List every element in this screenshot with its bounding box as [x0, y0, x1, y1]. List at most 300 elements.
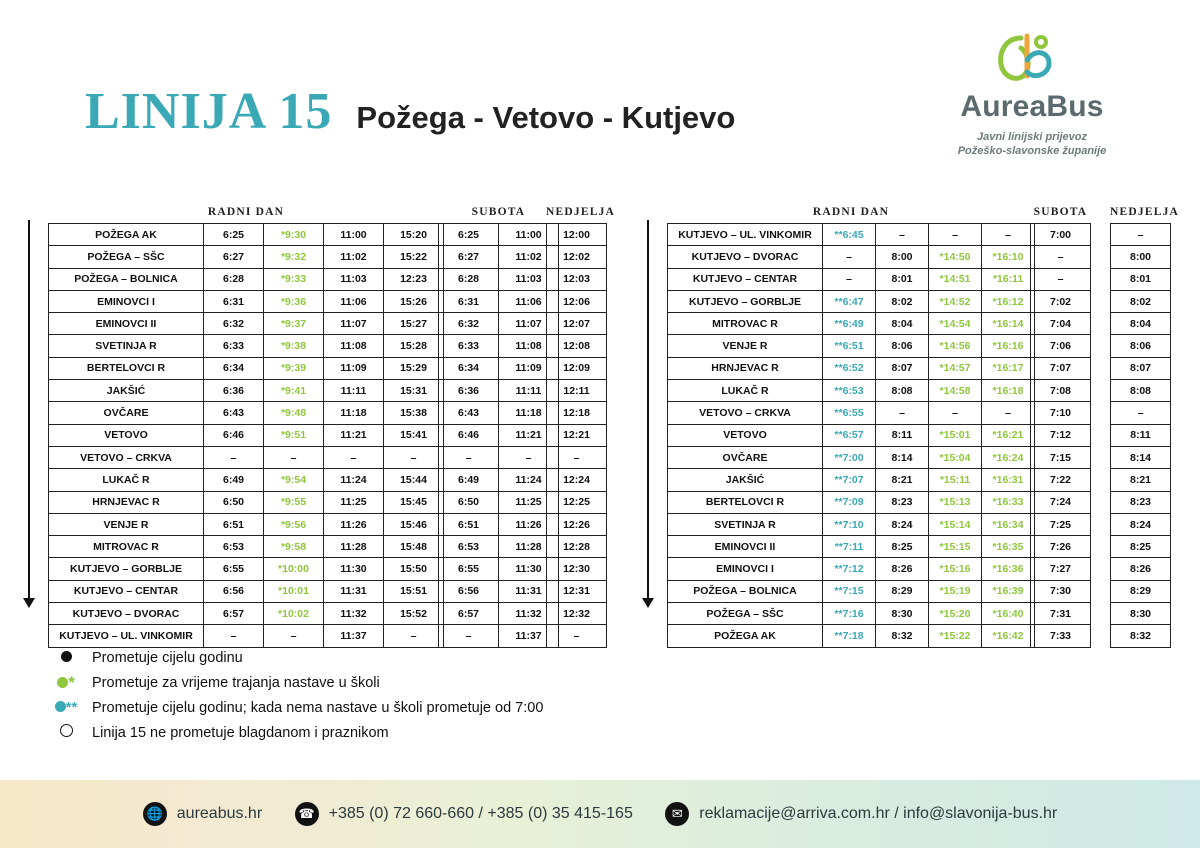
- table-row: [668, 536, 1035, 558]
- table-row: [439, 268, 559, 290]
- departure-time-cell: *15:04: [929, 446, 982, 468]
- left-radni-dan-table: [48, 223, 444, 648]
- departure-time-cell: 15:27: [384, 313, 444, 335]
- departure-time-cell: *16:24: [982, 446, 1035, 468]
- stop-name-cell: EMINOVCI II: [49, 313, 204, 335]
- departure-time-cell: –: [1031, 246, 1091, 268]
- departure-time-cell: 6:34: [439, 357, 499, 379]
- departure-time-cell: 6:43: [439, 402, 499, 424]
- departure-time-cell: 11:08: [324, 335, 384, 357]
- departure-time-cell: 8:26: [876, 558, 929, 580]
- legend: [40, 645, 543, 745]
- departure-time-cell: 11:00: [324, 224, 384, 246]
- table-row: [668, 491, 1035, 513]
- departure-time-cell: 6:32: [204, 313, 264, 335]
- table-row: [439, 357, 559, 379]
- table-row: [1111, 246, 1171, 268]
- table-row: [547, 313, 607, 335]
- departure-time-cell: 8:24: [1111, 513, 1171, 535]
- table-row: [439, 313, 559, 335]
- table-row: [439, 469, 559, 491]
- stop-name-cell: SVETINJA R: [49, 335, 204, 357]
- left-nedjelja-title: NEDJELJA: [546, 206, 616, 218]
- table-row: [1111, 268, 1171, 290]
- departure-time-cell: *16:42: [982, 625, 1035, 647]
- table-row: [49, 402, 444, 424]
- departure-time-cell: 11:00: [499, 224, 559, 246]
- email-contact[interactable]: [665, 802, 1057, 826]
- departure-time-cell: 11:30: [324, 558, 384, 580]
- right-radni-dan-title: RADNI DAN: [812, 206, 890, 218]
- table-row: [668, 625, 1035, 647]
- departure-time-cell: 7:07: [1031, 357, 1091, 379]
- route-subtitle: Požega - Vetovo - Kutjevo: [356, 100, 736, 135]
- departure-time-cell: 15:26: [384, 290, 444, 312]
- departure-time-cell: 8:23: [876, 491, 929, 513]
- table-row: [439, 558, 559, 580]
- departure-time-cell: 12:28: [547, 536, 607, 558]
- stop-name-cell: VENJE R: [49, 513, 204, 535]
- departure-time-cell: 11:09: [324, 357, 384, 379]
- departure-time-cell: –: [1111, 224, 1171, 246]
- departure-time-cell: 15:51: [384, 580, 444, 602]
- table-row: [547, 335, 607, 357]
- departure-time-cell: *9:32: [264, 246, 324, 268]
- stop-name-cell: OVČARE: [49, 402, 204, 424]
- departure-time-cell: 15:46: [384, 513, 444, 535]
- departure-time-cell: –: [547, 625, 607, 647]
- departure-time-cell: **7:09: [823, 491, 876, 513]
- table-row: [439, 491, 559, 513]
- departure-time-cell: 8:08: [876, 380, 929, 402]
- table-row: [49, 491, 444, 513]
- departure-time-cell: *14:51: [929, 268, 982, 290]
- stop-name-cell: EMINOVCI II: [668, 536, 823, 558]
- website-contact[interactable]: [143, 802, 262, 826]
- departure-time-cell: 6:51: [204, 513, 264, 535]
- departure-time-cell: 6:32: [439, 313, 499, 335]
- departure-time-cell: 12:08: [547, 335, 607, 357]
- table-row: [49, 224, 444, 246]
- table-row: [439, 380, 559, 402]
- departure-time-cell: –: [384, 625, 444, 647]
- table-row: [547, 268, 607, 290]
- departure-time-cell: 6:31: [439, 290, 499, 312]
- departure-time-cell: 8:32: [876, 625, 929, 647]
- table-row: [49, 536, 444, 558]
- departure-time-cell: *16:39: [982, 580, 1035, 602]
- departure-time-cell: 8:07: [1111, 357, 1171, 379]
- departure-time-cell: *9:37: [264, 313, 324, 335]
- departure-time-cell: 11:30: [499, 558, 559, 580]
- departure-time-cell: 11:03: [324, 268, 384, 290]
- departure-time-cell: 15:50: [384, 558, 444, 580]
- table-row: [547, 513, 607, 535]
- departure-time-cell: 12:18: [547, 402, 607, 424]
- table-row: [49, 580, 444, 602]
- departure-time-cell: 11:31: [324, 580, 384, 602]
- table-row: [439, 335, 559, 357]
- table-row: [49, 268, 444, 290]
- departure-time-cell: 12:00: [547, 224, 607, 246]
- table-row: [1111, 580, 1171, 602]
- departure-time-cell: 6:34: [204, 357, 264, 379]
- table-row: [668, 513, 1035, 535]
- departure-time-cell: *10:02: [264, 603, 324, 625]
- departure-time-cell: 7:25: [1031, 513, 1091, 535]
- departure-time-cell: *16:16: [982, 335, 1035, 357]
- departure-time-cell: **6:49: [823, 313, 876, 335]
- page-title: LINIJA 15: [85, 83, 333, 140]
- table-row: [668, 268, 1035, 290]
- legend-text: Prometuje cijelu godinu; kada nema nastave u školi prometuje od 7:00: [92, 699, 544, 716]
- departure-time-cell: 11:32: [499, 603, 559, 625]
- table-row: [49, 335, 444, 357]
- departure-time-cell: 8:00: [876, 246, 929, 268]
- departure-time-cell: *16:12: [982, 290, 1035, 312]
- departure-time-cell: 12:25: [547, 491, 607, 513]
- table-row: [668, 558, 1035, 580]
- stop-name-cell: KUTJEVO – UL. VINKOMIR: [668, 224, 823, 246]
- departure-time-cell: 12:07: [547, 313, 607, 335]
- departure-time-cell: 8:26: [1111, 558, 1171, 580]
- departure-time-cell: 12:06: [547, 290, 607, 312]
- table-row: [668, 357, 1035, 379]
- table-row: [439, 224, 559, 246]
- departure-time-cell: 8:23: [1111, 491, 1171, 513]
- departure-time-cell: –: [876, 224, 929, 246]
- departure-time-cell: 12:31: [547, 580, 607, 602]
- stop-name-cell: KUTJEVO – CENTAR: [668, 268, 823, 290]
- footer-separator: [276, 805, 280, 823]
- departure-time-cell: –: [929, 402, 982, 424]
- departure-time-cell: 6:25: [439, 224, 499, 246]
- departure-time-cell: 11:25: [324, 491, 384, 513]
- stop-name-cell: POŽEGA – BOLNICA: [49, 268, 204, 290]
- stop-name-cell: KUTJEVO – UL. VINKOMIR: [49, 625, 204, 647]
- departure-time-cell: 6:53: [204, 536, 264, 558]
- stop-name-cell: POŽEGA – SŠC: [668, 603, 823, 625]
- departure-time-cell: 6:50: [439, 491, 499, 513]
- website-text: aureabus.hr: [176, 805, 263, 822]
- departure-time-cell: *15:20: [929, 603, 982, 625]
- departure-time-cell: 6:46: [204, 424, 264, 446]
- right-radni-dan-table: [667, 223, 1035, 648]
- departure-time-cell: 7:06: [1031, 335, 1091, 357]
- departure-time-cell: *16:14: [982, 313, 1035, 335]
- departure-time-cell: 6:27: [439, 246, 499, 268]
- departure-time-cell: 8:08: [1111, 380, 1171, 402]
- table-row: [668, 313, 1035, 335]
- stop-name-cell: MITROVAC R: [49, 536, 204, 558]
- departure-time-cell: 12:02: [547, 246, 607, 268]
- departure-time-cell: 6:57: [439, 603, 499, 625]
- right-subota-group: [1030, 206, 1091, 648]
- table-row: [547, 402, 607, 424]
- departure-time-cell: **6:52: [823, 357, 876, 379]
- table-row: [547, 469, 607, 491]
- departure-time-cell: 6:49: [204, 469, 264, 491]
- departure-time-cell: 6:57: [204, 603, 264, 625]
- departure-time-cell: 6:46: [439, 424, 499, 446]
- departure-time-cell: 11:26: [324, 513, 384, 535]
- departure-time-cell: *9:48: [264, 402, 324, 424]
- stop-name-cell: KUTJEVO – DVORAC: [49, 603, 204, 625]
- departure-time-cell: *15:11: [929, 469, 982, 491]
- departure-time-cell: 7:26: [1031, 536, 1091, 558]
- title-block: [85, 82, 735, 141]
- stop-name-cell: VETOVO: [668, 424, 823, 446]
- departure-time-cell: 6:27: [204, 246, 264, 268]
- departure-time-cell: –: [499, 446, 559, 468]
- departure-time-cell: –: [982, 402, 1035, 424]
- departure-time-cell: 15:28: [384, 335, 444, 357]
- table-row: [1031, 513, 1091, 535]
- departure-time-cell: 8:29: [1111, 580, 1171, 602]
- departure-time-cell: 8:14: [876, 446, 929, 468]
- brand-tagline-line1: Javni linijski prijevoz: [976, 131, 1088, 143]
- departure-time-cell: 11:31: [499, 580, 559, 602]
- table-row: [439, 603, 559, 625]
- departure-time-cell: 8:30: [1111, 603, 1171, 625]
- table-row: [1111, 446, 1171, 468]
- departure-time-cell: 12:26: [547, 513, 607, 535]
- stop-name-cell: EMINOVCI I: [668, 558, 823, 580]
- departure-time-cell: **7:07: [823, 469, 876, 491]
- stop-name-cell: JAKŠIĆ: [49, 380, 204, 402]
- email-text: reklamacije@arriva.com.hr / info@slavonija-bus.hr: [699, 805, 1058, 822]
- legend-item: [40, 695, 543, 720]
- departure-time-cell: 7:15: [1031, 446, 1091, 468]
- departure-time-cell: 8:14: [1111, 446, 1171, 468]
- table-row: [547, 224, 607, 246]
- stop-name-cell: SVETINJA R: [668, 513, 823, 535]
- departure-time-cell: 7:04: [1031, 313, 1091, 335]
- departure-time-cell: –: [324, 446, 384, 468]
- table-row: [49, 446, 444, 468]
- departure-time-cell: *9:33: [264, 268, 324, 290]
- stop-name-cell: OVČARE: [668, 446, 823, 468]
- table-row: [547, 380, 607, 402]
- table-row: [547, 558, 607, 580]
- table-row: [1031, 313, 1091, 335]
- left-radni-dan-title: RADNI DAN: [207, 206, 285, 218]
- table-row: [668, 446, 1035, 468]
- departure-time-cell: 11:18: [499, 402, 559, 424]
- departure-time-cell: 15:45: [384, 491, 444, 513]
- departure-time-cell: 8:32: [1111, 625, 1171, 647]
- departure-time-cell: 6:56: [204, 580, 264, 602]
- departure-time-cell: 6:50: [204, 491, 264, 513]
- departure-time-cell: *16:11: [982, 268, 1035, 290]
- departure-time-cell: 11:21: [324, 424, 384, 446]
- departure-time-cell: 7:22: [1031, 469, 1091, 491]
- departure-time-cell: 6:55: [439, 558, 499, 580]
- table-row: [1031, 603, 1091, 625]
- departure-time-cell: –: [384, 446, 444, 468]
- departure-time-cell: *9:55: [264, 491, 324, 513]
- legend-text: Prometuje za vrijeme trajanja nastave u školi: [92, 674, 380, 691]
- brand-tagline-line2: Požeško-slavonske županije: [957, 145, 1107, 158]
- table-row: [1111, 290, 1171, 312]
- departure-time-cell: 12:21: [547, 424, 607, 446]
- table-row: [439, 513, 559, 535]
- departure-time-cell: *16:10: [982, 246, 1035, 268]
- aureabus-monogram-icon: [977, 30, 1087, 88]
- table-row: [1111, 380, 1171, 402]
- departure-time-cell: 11:28: [324, 536, 384, 558]
- table-row: [1111, 603, 1171, 625]
- departure-time-cell: 12:11: [547, 380, 607, 402]
- table-row: [1031, 580, 1091, 602]
- footer-separator: [647, 805, 651, 823]
- departure-time-cell: 11:21: [499, 424, 559, 446]
- departure-time-cell: 11:09: [499, 357, 559, 379]
- stop-name-cell: KUTJEVO – CENTAR: [49, 580, 204, 602]
- departure-time-cell: *14:50: [929, 246, 982, 268]
- departure-time-cell: 6:56: [439, 580, 499, 602]
- legend-text: Prometuje cijelu godinu: [92, 649, 243, 666]
- table-row: [1031, 246, 1091, 268]
- table-row: [668, 402, 1035, 424]
- departure-time-cell: 6:33: [439, 335, 499, 357]
- stop-name-cell: KUTJEVO – GORBLJE: [49, 558, 204, 580]
- legend-text: Linija 15 ne prometuje blagdanom i praznikom: [92, 724, 389, 741]
- brand-tagline: [932, 130, 1132, 159]
- departure-time-cell: 11:32: [324, 603, 384, 625]
- table-row: [1111, 558, 1171, 580]
- departure-time-cell: 6:25: [204, 224, 264, 246]
- table-row: [1031, 536, 1091, 558]
- table-row: [668, 424, 1035, 446]
- right-nedjelja-group: [1110, 206, 1179, 648]
- departure-time-cell: 11:07: [324, 313, 384, 335]
- departure-time-cell: *9:38: [264, 335, 324, 357]
- right-radni-dan-group: [667, 206, 1035, 648]
- table-row: [49, 380, 444, 402]
- departure-time-cell: 8:11: [876, 424, 929, 446]
- departure-time-cell: 8:06: [1111, 335, 1171, 357]
- table-row: [439, 580, 559, 602]
- table-row: [547, 290, 607, 312]
- globe-icon: 🌐: [143, 802, 167, 826]
- departure-time-cell: 7:27: [1031, 558, 1091, 580]
- departure-time-cell: 6:49: [439, 469, 499, 491]
- departure-time-cell: 11:11: [324, 380, 384, 402]
- departure-time-cell: *16:34: [982, 513, 1035, 535]
- departure-time-cell: *9:51: [264, 424, 324, 446]
- table-row: [547, 580, 607, 602]
- departure-time-cell: 6:43: [204, 402, 264, 424]
- table-row: [668, 469, 1035, 491]
- departure-time-cell: 8:04: [1111, 313, 1171, 335]
- table-row: [439, 424, 559, 446]
- departure-time-cell: 8:30: [876, 603, 929, 625]
- stop-name-cell: HRNJEVAC R: [668, 357, 823, 379]
- departure-time-cell: 6:51: [439, 513, 499, 535]
- right-nedjelja-table: [1110, 223, 1171, 648]
- table-row: [1031, 625, 1091, 647]
- table-row: [1031, 290, 1091, 312]
- left-radni-dan-group: [48, 206, 444, 648]
- table-row: [439, 290, 559, 312]
- departure-time-cell: 6:36: [204, 380, 264, 402]
- direction-arrow-left: [22, 220, 36, 610]
- legend-dot-icon: [40, 649, 92, 666]
- stop-name-cell: VENJE R: [668, 335, 823, 357]
- table-row: [49, 357, 444, 379]
- departure-time-cell: *10:00: [264, 558, 324, 580]
- table-row: [668, 580, 1035, 602]
- departure-time-cell: **7:10: [823, 513, 876, 535]
- departure-time-cell: 15:44: [384, 469, 444, 491]
- table-row: [439, 246, 559, 268]
- departure-time-cell: *14:52: [929, 290, 982, 312]
- departure-time-cell: *16:40: [982, 603, 1035, 625]
- table-row: [1111, 402, 1171, 424]
- departure-time-cell: **7:11: [823, 536, 876, 558]
- departure-time-cell: 7:31: [1031, 603, 1091, 625]
- legend-double-star-icon: **: [40, 699, 92, 716]
- departure-time-cell: 7:24: [1031, 491, 1091, 513]
- departure-time-cell: 8:04: [876, 313, 929, 335]
- departure-time-cell: –: [1111, 402, 1171, 424]
- poster-header: [0, 0, 1200, 190]
- table-row: [49, 625, 444, 647]
- departure-time-cell: *14:57: [929, 357, 982, 379]
- departure-time-cell: *16:21: [982, 424, 1035, 446]
- departure-time-cell: 11:37: [499, 625, 559, 647]
- table-row: [547, 603, 607, 625]
- departure-time-cell: 12:30: [547, 558, 607, 580]
- departure-time-cell: 8:06: [876, 335, 929, 357]
- table-row: [1031, 558, 1091, 580]
- legend-item: [40, 670, 543, 695]
- table-row: [547, 357, 607, 379]
- departure-time-cell: 8:02: [876, 290, 929, 312]
- envelope-icon: ✉: [665, 802, 689, 826]
- phone-text: +385 (0) 72 660-660 / +385 (0) 35 415-165: [328, 805, 633, 822]
- departure-time-cell: 12:23: [384, 268, 444, 290]
- stop-name-cell: JAKŠIĆ: [668, 469, 823, 491]
- left-nedjelja-table: [546, 223, 607, 648]
- departure-time-cell: 11:24: [324, 469, 384, 491]
- departure-time-cell: 6:33: [204, 335, 264, 357]
- departure-time-cell: *15:22: [929, 625, 982, 647]
- table-row: [668, 290, 1035, 312]
- stop-name-cell: LUKAČ R: [49, 469, 204, 491]
- departure-time-cell: –: [204, 625, 264, 647]
- stop-name-cell: VETOVO – CRKVA: [668, 402, 823, 424]
- phone-contact[interactable]: [295, 802, 633, 826]
- table-row: [547, 625, 607, 647]
- departure-time-cell: –: [823, 246, 876, 268]
- departure-time-cell: 8:21: [876, 469, 929, 491]
- table-row: [547, 536, 607, 558]
- table-row: [49, 603, 444, 625]
- table-row: [49, 313, 444, 335]
- departure-time-cell: 8:24: [876, 513, 929, 535]
- departure-time-cell: 8:07: [876, 357, 929, 379]
- table-row: [668, 335, 1035, 357]
- departure-time-cell: *15:19: [929, 580, 982, 602]
- departure-time-cell: 6:28: [439, 268, 499, 290]
- departure-time-cell: **6:47: [823, 290, 876, 312]
- departure-time-cell: **6:57: [823, 424, 876, 446]
- departure-time-cell: *16:17: [982, 357, 1035, 379]
- departure-time-cell: **6:45: [823, 224, 876, 246]
- departure-time-cell: 7:12: [1031, 424, 1091, 446]
